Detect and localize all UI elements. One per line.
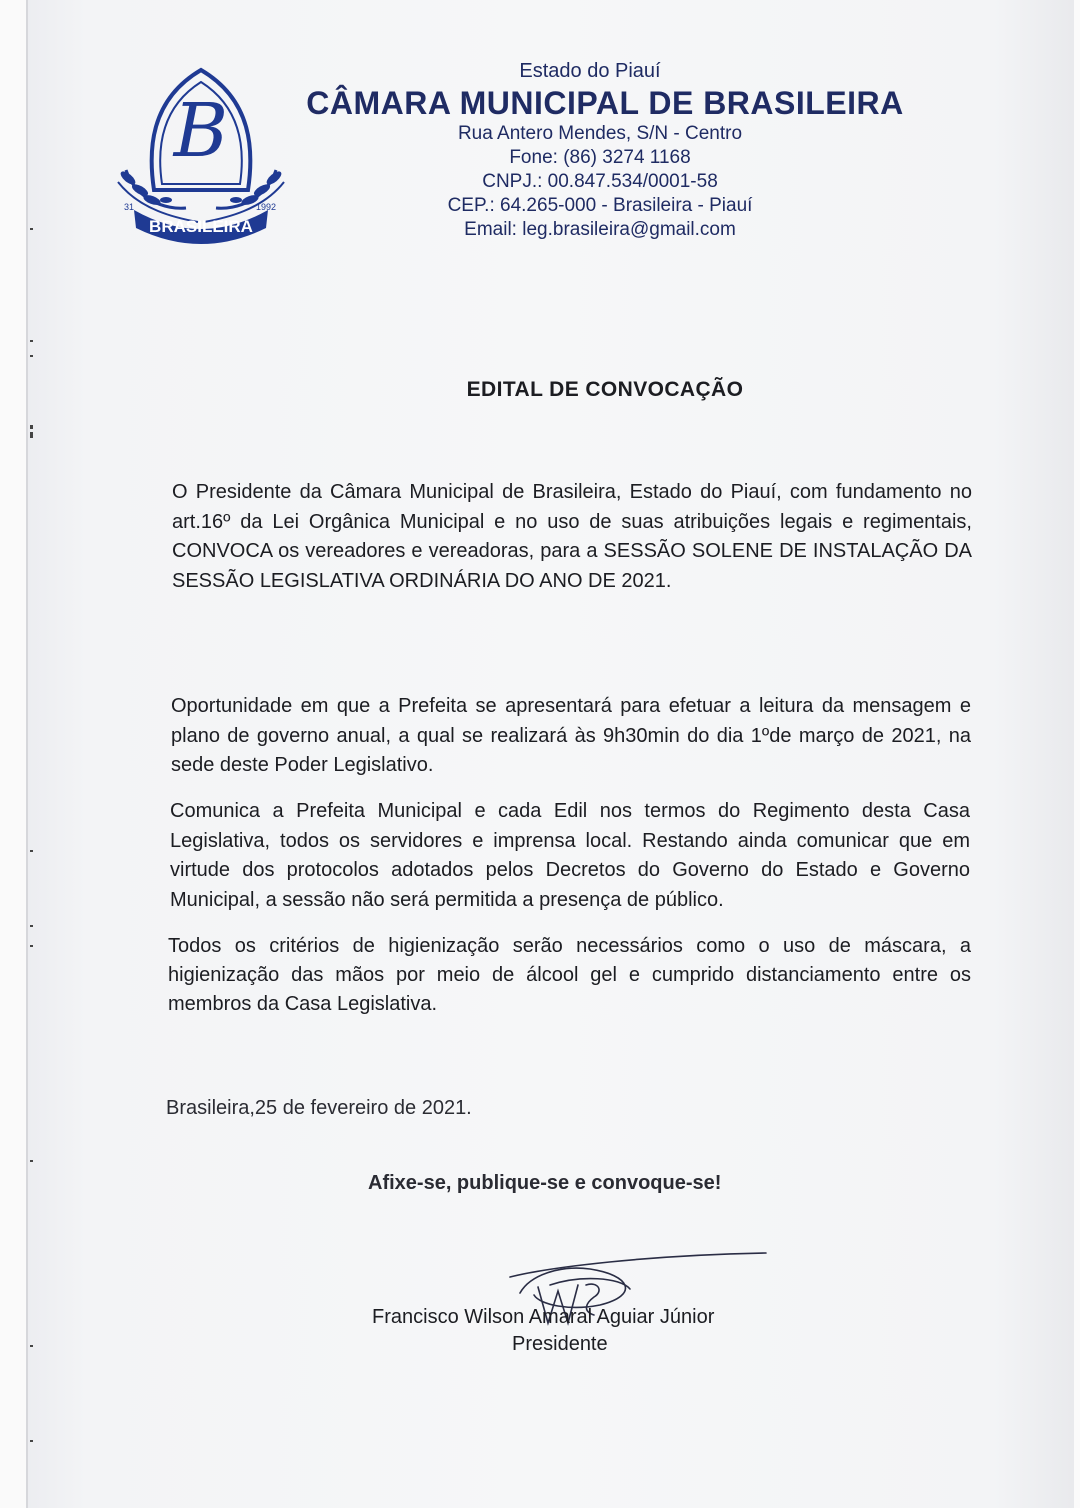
logo-left-tag: 31 (124, 202, 135, 212)
scan-speck (30, 355, 33, 357)
paragraph-opportunity: Oportunidade em que a Prefeita se apresentará para efetuar a leitura da mensagem e plano de governo anual, a qual se realizará às 9h30min do dia 1ºde março de 2021, na sede deste Poder Legislativo. (171, 695, 971, 776)
letterhead (300, 60, 910, 242)
signer-role: Presidente (512, 1333, 608, 1355)
closing-statement: Afixe-se, publique-se e convoque-se! (368, 1172, 722, 1194)
scan-speck (30, 340, 33, 342)
scan-speck (30, 1440, 33, 1442)
scan-speck (30, 432, 33, 438)
letterhead-cep: CEP.: 64.265-000 - Brasileira - Piauí (447, 195, 753, 216)
scan-speck (30, 850, 33, 852)
scan-speck (30, 228, 33, 230)
page-left-margin (0, 0, 26, 1508)
letterhead-phone: Fone: (86) 3274 1168 (509, 147, 691, 168)
signer-name: Francisco Wilson Amaral Aguiar Júnior (372, 1306, 715, 1328)
page-right-margin (1074, 0, 1080, 1508)
scan-speck (30, 1345, 33, 1347)
letterhead-cnpj: CNPJ.: 00.847.534/0001-58 (482, 171, 718, 192)
paragraph-hygiene: Todos os critérios de higienização serão necessários como o uso de máscara, a higienização das mãos por meio de álcool gel e cumprido distanciamento entre os membros da Casa Legislativa. (168, 935, 971, 1015)
scan-speck (30, 925, 33, 927)
page-edge-line (26, 0, 28, 1508)
document-title: EDITAL DE CONVOCAÇÃO (466, 378, 744, 401)
paragraph-communication: Comunica a Prefeita Municipal e cada Edil nos termos do Regimento desta Casa Legislativa, todos os servidores e imprensa local. Restando ainda comunicar que em virtude dos protocolos adotados pelos Decretos do Governo do Estado e Governo Municipal, a sessão não será permitida a presença de público. (170, 800, 970, 911)
logo-right-tag: 1992 (256, 202, 277, 212)
letterhead-address: Rua Antero Mendes, S/N - Centro (457, 123, 743, 144)
logo-banner-text: BRASILEIRA (149, 217, 253, 236)
paragraph-convocation: O Presidente da Câmara Municipal de Brasileira, Estado do Piauí, com fundamento no art.16º da Lei Orgânica Municipal e no uso de suas atribuições legais e regimentais, CONVOCA os vereadores e vereadoras, para a SESSÃO SOLENE DE INSTALAÇÃO DA SESSÃO LEGISLATIVA ORDINÁRIA DO ANO DE 2021. (172, 481, 972, 592)
letterhead-institution: CÂMARA MUNICIPAL DE BRASILEIRA (306, 85, 904, 121)
letterhead-state: Estado do Piauí (519, 60, 661, 82)
scan-speck (30, 1160, 33, 1162)
scan-speck (30, 425, 33, 429)
camara-logo (106, 60, 296, 250)
scan-speck (30, 945, 33, 947)
place-date: Brasileira,25 de fevereiro de 2021. (166, 1097, 472, 1119)
letterhead-email: Email: leg.brasileira@gmail.com (464, 219, 736, 240)
logo-monogram: B (173, 88, 229, 174)
